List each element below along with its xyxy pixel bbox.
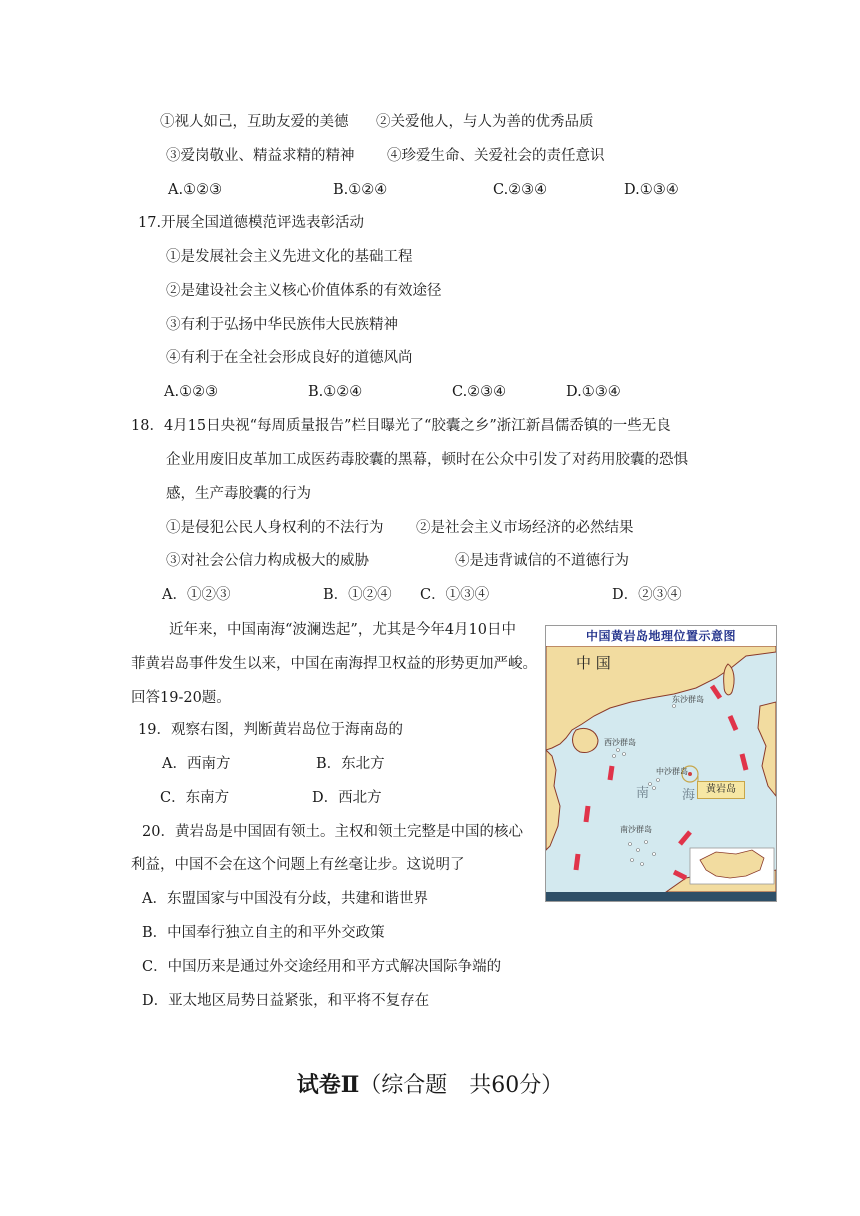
map-label-xisha: 西沙群岛 bbox=[604, 738, 636, 747]
q18-item-2: ②是社会主义市场经济的必然结果 bbox=[416, 520, 634, 536]
section-2-title bbox=[0, 1070, 860, 1101]
intro-line-3: 回答19-20题。 bbox=[131, 690, 231, 706]
q16-item-1: ①视人如己，互助友爱的美德 bbox=[160, 114, 349, 130]
q16-option-c: C.②③④ bbox=[493, 182, 548, 198]
q16-option-b: B.①②④ bbox=[333, 182, 388, 198]
q17-option-d: D.①③④ bbox=[566, 384, 621, 400]
q20-stem-line-2: 利益，中国不会在这个问题上有丝毫让步。这说明了 bbox=[131, 857, 465, 873]
q18-option-b: B．①②④ bbox=[323, 587, 392, 603]
q20-option-b: B．中国奉行独立自主的和平外交政策 bbox=[142, 925, 385, 941]
map-label-zhongsha: 中沙群岛 bbox=[656, 767, 688, 776]
map-label-china: 中 国 bbox=[576, 654, 611, 672]
map-title: 中国黄岩岛地理位置示意图 bbox=[546, 626, 776, 646]
q17-option-a: A.①②③ bbox=[164, 384, 219, 400]
q18-option-c: C．①③④ bbox=[420, 587, 490, 603]
taiwan bbox=[724, 664, 734, 695]
q18-item-1: ①是侵犯公民人身权利的不法行为 bbox=[166, 520, 384, 536]
q19-option-d: D．西北方 bbox=[312, 790, 382, 806]
map-label-nan: 南 bbox=[636, 786, 650, 801]
q18-option-a: A．①②③ bbox=[162, 587, 231, 603]
q16-option-a: A.①②③ bbox=[168, 182, 223, 198]
q16-item-3: ③爱岗敬业、精益求精的精神 bbox=[166, 148, 355, 164]
map-label-hai: 海 bbox=[682, 788, 696, 803]
q17-item-1: ①是发展社会主义先进文化的基础工程 bbox=[166, 249, 413, 265]
map-label-dongsha: 东沙群岛 bbox=[672, 695, 704, 704]
hainan-island bbox=[573, 728, 598, 752]
q16-option-d: D.①③④ bbox=[624, 182, 679, 198]
indochina-coast bbox=[546, 750, 560, 850]
q20-option-d: D．亚太地区局势日益紧张，和平将不复存在 bbox=[142, 993, 430, 1009]
map-label-nansha: 南沙群岛 bbox=[620, 825, 652, 834]
q19-option-a: A．西南方 bbox=[162, 756, 231, 772]
q18-stem-line-3: 感，生产毒胶囊的行为 bbox=[166, 486, 311, 502]
section-2-title-rest: （综合题 共60分） bbox=[359, 1073, 564, 1098]
q19-option-b: B．东北方 bbox=[316, 756, 385, 772]
q17-option-c: C.②③④ bbox=[452, 384, 507, 400]
q17-option-b: B.①②④ bbox=[308, 384, 363, 400]
q17-item-4: ④有利于在全社会形成良好的道德风尚 bbox=[166, 350, 413, 366]
q18-item-4: ④是违背诚信的不道德行为 bbox=[455, 553, 629, 569]
philippines-coast bbox=[758, 702, 776, 796]
map-footer-bar bbox=[546, 892, 776, 901]
q17-item-3: ③有利于弘扬中华民族伟大民族精神 bbox=[166, 317, 398, 333]
intro-line-1: 近年来，中国南海“波澜迭起”，尤其是今年4月10日中 bbox=[169, 622, 516, 638]
q16-item-4: ④珍爱生命、关爱社会的责任意识 bbox=[387, 148, 605, 164]
q18-option-d: D．②③④ bbox=[612, 587, 682, 603]
section-2-title-bold: 试卷Ⅱ bbox=[296, 1072, 360, 1098]
q20-stem-line-1: 20．黄岩岛是中国固有领土。主权和领土完整是中国的核心 bbox=[142, 824, 523, 840]
q16-item-2: ②关爱他人，与人为善的优秀品质 bbox=[376, 114, 594, 130]
q18-stem-line-1: 18．4月15日央视“每周质量报告”栏目曝光了“胶囊之乡”浙江新昌儒岙镇的一些无良 bbox=[131, 418, 671, 434]
q18-stem-line-2: 企业用废旧皮革加工成医药毒胶囊的黑幕，顿时在公众中引发了对药用胶囊的恐惧 bbox=[166, 452, 688, 468]
q20-option-a: A．东盟国家与中国没有分歧，共建和谐世界 bbox=[142, 891, 428, 907]
huangyan-marker bbox=[688, 772, 692, 776]
q17-item-2: ②是建设社会主义核心价值体系的有效途径 bbox=[166, 283, 442, 299]
q20-option-c: C．中国历来是通过外交途经用和平方式解决国际争端的 bbox=[142, 959, 502, 975]
map-label-huangyan: 黄岩岛 bbox=[697, 781, 745, 799]
q18-item-3: ③对社会公信力构成极大的威胁 bbox=[166, 553, 369, 569]
q19-stem: 19．观察右图，判断黄岩岛位于海南岛的 bbox=[138, 722, 403, 738]
q17-stem: 17.开展全国道德模范评选表彰活动 bbox=[138, 215, 365, 231]
intro-line-2: 菲黄岩岛事件发生以来，中国在南海捍卫权益的形势更加严峻。 bbox=[131, 656, 537, 672]
q19-option-c: C．东南方 bbox=[160, 790, 230, 806]
